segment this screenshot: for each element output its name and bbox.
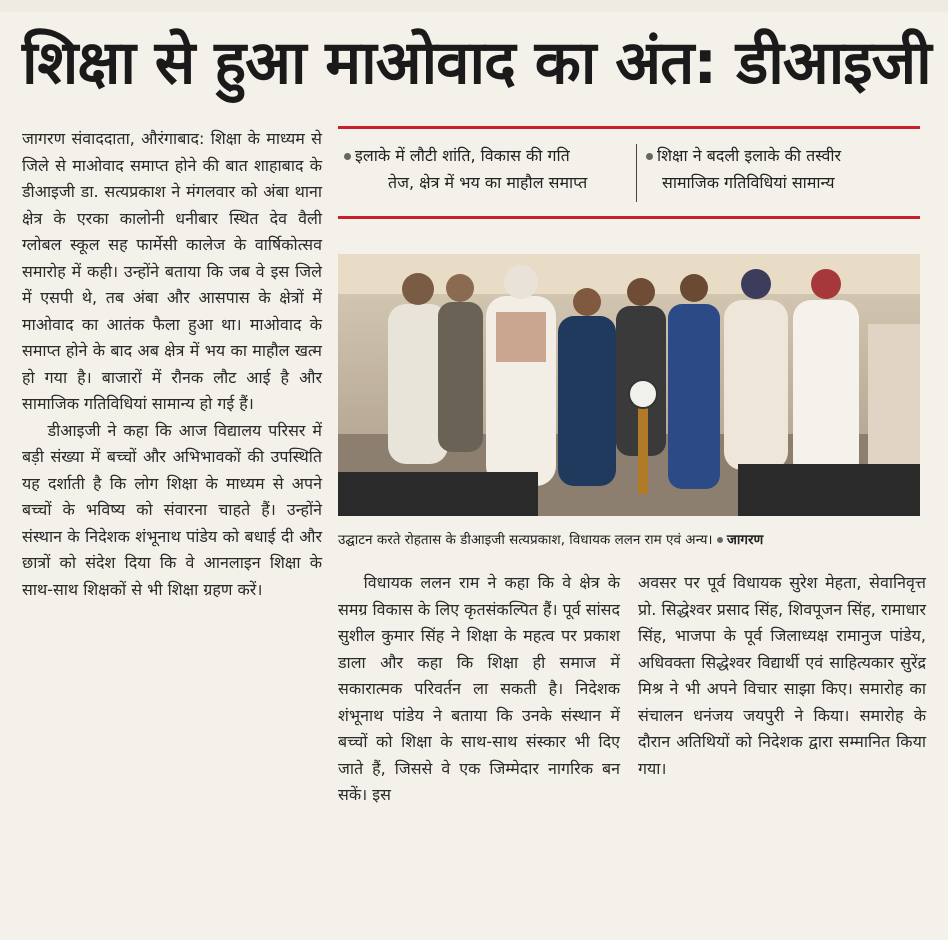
article-column-2 [338, 570, 620, 809]
article-paragraph: डीआइजी ने कहा कि आज विद्यालय परिसर में बड़ी संख्या में बच्चों और अभिभावकों की उपस्थिति यह दर्शाती है कि लोग शिक्षा के माध्यम से अपने बच्चों के भविष्य को संवारना चाहते हैं। उन्होंने संस्थान के निदेशक शंभूनाथ पांडेय को बधाई दी और छात्रों को संदेश दिया कि वे आनलाइन शिक्षा के साथ-साथ शिक्षकों से भी शिक्षा ग्रहण करें। [22, 420, 322, 599]
highlight-line: सामाजिक गतिविधियां सामान्य [662, 173, 835, 192]
highlights-divider [636, 144, 637, 202]
highlights-top-rule [338, 126, 920, 129]
highlight-item-2 [646, 142, 841, 196]
caption-text: उद्घाटन करते रोहतास के डीआइजी सत्यप्रकाश, विधायक ललन राम एवं अन्य। [338, 532, 713, 548]
caption-credit: जागरण [726, 532, 764, 548]
article-column-3 [638, 570, 926, 782]
headline: शिक्षा से हुआ माओवाद का अंत: डीआइजी [22, 28, 931, 98]
bullet-icon [344, 153, 351, 160]
article-column-1 [22, 126, 322, 603]
page-top-strip [0, 0, 948, 12]
highlight-item-1 [344, 142, 587, 196]
photo-caption [338, 530, 920, 548]
highlight-line: शिक्षा ने बदली इलाके की तस्वीर [657, 146, 842, 165]
event-photo [338, 254, 920, 516]
event-photo-illustration [338, 254, 920, 516]
article-paragraph: अवसर पर पूर्व विधायक सुरेश मेहता, सेवानिवृत्त प्रो. सिद्धेश्वर प्रसाद सिंह, शिवपूजन सिंह, रामाधार सिंह, भाजपा के पूर्व जिलाध्यक्ष रामानुज पांडेय, अधिवक्ता सिद्धेश्वर विद्यार्थी एवं साहित्यकार सुरेंद्र मिश्र ने भी अपने विचार साझा किए। समारोह का संचालन धनंजय जयपुरी ने किया। समारोह के दौरान अतिथियों को निदेशक द्वारा सम्मानित किया गया। [638, 573, 926, 778]
highlights-box [338, 126, 920, 222]
highlight-line: तेज, क्षेत्र में भय का माहौल समाप्त [388, 173, 588, 192]
article-paragraph: जागरण संवाददाता, औरंगाबाद: शिक्षा के माध्यम से जिले से माओवाद समाप्त होने की बात शाहाबाद के डीआइजी डा. सत्यप्रकाश ने मंगलवार को अंबा थाना क्षेत्र के एरका कालोनी धनीबार स्थित देव वैली ग्लोबल स्कूल सह फार्मेसी कालेज के वार्षिकोत्सव समारोह में कही। उन्होंने बताया कि जब वे इस जिले में एसपी थे, तब अंबा और आसपास के क्षेत्रों में माओवाद का आतंक फैला हुआ था। माओवाद के समाप्त होने के बाद अब क्षेत्र में भय का माहौल खत्म हो गया है। बाजारों में रौनक लौट आई है और सामाजिक गतिविधियां सामान्य हो गई हैं। [22, 129, 322, 413]
article-paragraph: विधायक ललन राम ने कहा कि वे क्षेत्र के समग्र विकास के लिए कृतसंकल्पित हैं। पूर्व सांसद सुशील कुमार सिंह ने शिक्षा के महत्व पर प्रकाश डाला और कहा कि शिक्षा ही समाज में सकारात्मक परिवर्तन ला सकती है। निदेशक शंभूनाथ पांडेय ने बताया कि उनके संस्थान में बच्चों को शिक्षा के साथ-साथ संस्कार भी दिए जाते हैं, जिससे वे एक जिम्मेदार नागरिक बन सकें। इस [338, 573, 620, 804]
bullet-icon [717, 537, 723, 543]
highlight-line: इलाके में लौटी शांति, विकास की गति [355, 146, 570, 165]
bullet-icon [646, 153, 653, 160]
highlights-bottom-rule [338, 216, 920, 219]
